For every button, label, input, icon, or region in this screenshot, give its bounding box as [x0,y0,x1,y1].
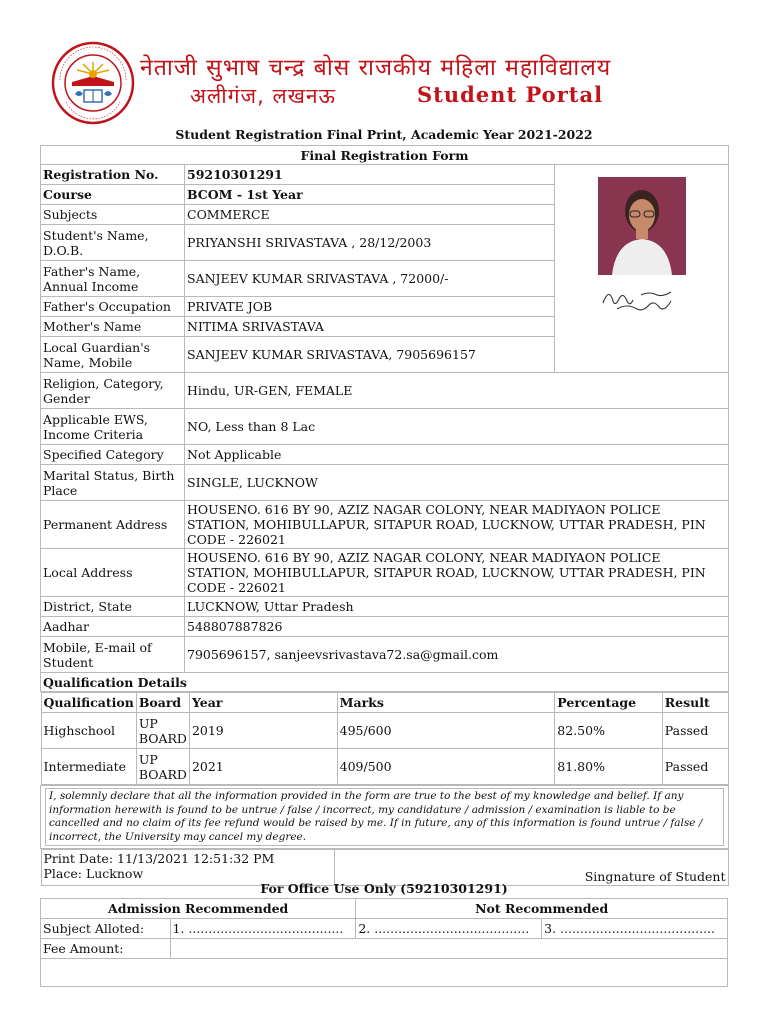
table-cell: 495/600 [337,713,555,749]
column-header: Percentage [555,693,663,713]
mother-name-value: NITIMA SRIVASTAVA [185,317,555,337]
signature-label: Singnature of Student [335,850,728,886]
field-label: Subjects [41,205,185,225]
field-label: Aadhar [41,617,185,637]
subject-slot: 2. ....................................... [356,919,542,939]
aadhar-value: 548807887826 [185,617,729,637]
subject-slot: 1. ....................................... [170,919,356,939]
office-use-title: For Office Use Only (59210301291) [260,881,508,896]
remarks-cell [41,959,728,987]
field-label: Religion, Category, Gender [41,373,185,409]
registration-number: 59210301291 [185,165,555,185]
qualification-table [41,692,729,785]
student-name-dob-value: PRIYANSHI SRIVASTAVA , 28/12/2003 [185,225,555,261]
specified-category-value: Not Applicable [185,445,729,465]
column-header: Marks [337,693,555,713]
guardian-value: SANJEEV KUMAR SRIVASTAVA, 7905696157 [185,337,555,373]
table-cell: 2019 [189,713,337,749]
field-label: District, State [41,597,185,617]
office-use-table [40,898,728,987]
print-place: Place: Lucknow [43,866,144,881]
father-name-income-value: SANJEEV KUMAR SRIVASTAVA , 72000/- [185,261,555,297]
subject-alloted-label: Subject Alloted: [41,919,171,939]
course-value: BCOM - 1st Year [185,185,555,205]
fee-amount-label: Fee Amount: [41,939,171,959]
table-row [41,713,728,749]
table-cell: Highschool [41,713,136,749]
table-cell: UP BOARD [136,713,189,749]
page-header [0,0,768,130]
form-title: Final Registration Form [41,146,729,165]
table-cell: 81.80% [555,749,663,785]
declaration-text: I, solemnly declare that all the information provided in the form are true to the best of my knowledge and belief. If any information herewith is found to be untrue / false / incorrect, my candidature / admission / examination is liable to be cancelled and no claim of its fee refund would be raised by me. If in future, any of this information is found untrue / false / incorrect, the University may cancel my degree. [45,788,724,846]
registration-form-table [40,145,729,886]
column-header: Qualification [41,693,136,713]
field-label: Specified Category [41,445,185,465]
field-label: Permanent Address [41,501,185,549]
local-address-value: HOUSENO. 616 BY 90, AZIZ NAGAR COLONY, NEAR MADIYAON POLICE STATION, MOHIBULLAPUR, SITAPUR ROAD, LUCKNOW, UTTAR PRADESH, PIN CODE - 226021 [185,549,729,597]
fee-amount-value [170,939,727,959]
field-label: Local Guardian's Name, Mobile [41,337,185,373]
subjects-value: COMMERCE [185,205,555,225]
field-label: Marital Status, Birth Place [41,465,185,501]
field-label: Father's Name, Annual Income [41,261,185,297]
field-label: Father's Occupation [41,297,185,317]
not-recommended-header: Not Recommended [356,899,728,919]
column-header: Result [662,693,728,713]
table-cell: UP BOARD [136,749,189,785]
location-hindi: अलीगंज, लखनऊ [190,84,337,108]
field-label: Local Address [41,549,185,597]
page-title: Student Registration Final Print, Academic Year 2021-2022 [175,127,593,142]
student-signature [597,281,687,317]
field-label: Registration No. [41,165,185,185]
marital-status-value: SINGLE, LUCKNOW [185,465,729,501]
admission-recommended-header: Admission Recommended [41,899,356,919]
field-label: Student's Name, D.O.B. [41,225,185,261]
column-header: Year [189,693,337,713]
table-row [41,749,728,785]
portal-label: Student Portal [417,82,604,107]
district-state-value: LUCKNOW, Uttar Pradesh [185,597,729,617]
college-name-hindi: नेताजी सुभाष चन्द्र बोस राजकीय महिला महाविद्यालय [140,55,612,81]
qualification-header-row [41,693,728,713]
father-occupation-value: PRIVATE JOB [185,297,555,317]
religion-category-value: Hindu, UR-GEN, FEMALE [185,373,729,409]
print-date: Print Date: 11/13/2021 12:51:32 PM [43,851,275,866]
table-cell: 409/500 [337,749,555,785]
column-header: Board [136,693,189,713]
subject-slot: 3. ....................................... [542,919,728,939]
ews-value: NO, Less than 8 Lac [185,409,729,445]
field-label: Applicable EWS, Income Criteria [41,409,185,445]
table-cell: Passed [662,749,728,785]
table-cell: 2021 [189,749,337,785]
student-photo [598,177,686,275]
qualification-heading: Qualification Details [41,673,729,692]
declaration-cell [41,786,729,849]
field-label: Mother's Name [41,317,185,337]
office-use-section [40,881,728,987]
photo-cell [555,165,729,373]
table-cell: 82.50% [555,713,663,749]
field-label: Mobile, E-mail of Student [41,637,185,673]
college-logo [48,40,138,126]
table-cell: Intermediate [41,749,136,785]
field-label: Course [41,185,185,205]
mobile-email-value: 7905696157, sanjeevsrivastava72.sa@gmail.com [185,637,729,673]
table-cell: Passed [662,713,728,749]
permanent-address-value: HOUSENO. 616 BY 90, AZIZ NAGAR COLONY, NEAR MADIYAON POLICE STATION, MOHIBULLAPUR, SITAPUR ROAD, LUCKNOW, UTTAR PRADESH, PIN CODE - 226021 [185,501,729,549]
